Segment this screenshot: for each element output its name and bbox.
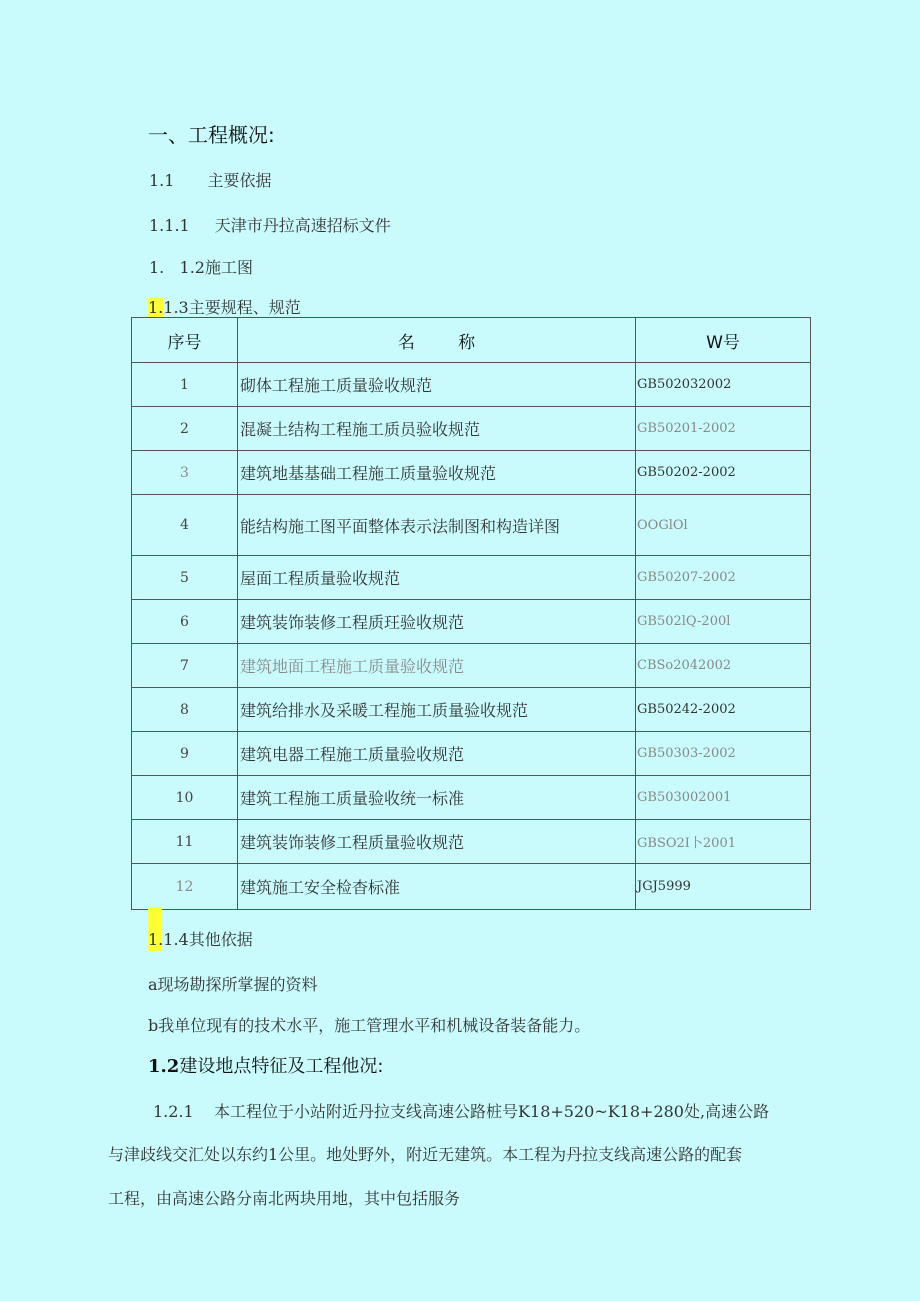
row-code: GB50303-2002 — [636, 732, 811, 776]
heading-1-2-text: 建设地点特征及工程他况: — [179, 1056, 384, 1077]
heading-1-1-2: 1. 1.2施工图 — [149, 258, 253, 277]
table-row — [132, 363, 811, 407]
table-row — [132, 600, 811, 644]
row-number: 4 — [132, 495, 238, 556]
row-number: 9 — [132, 732, 238, 776]
row-name: 建筑给排水及采暖工程施工质量验收规范 — [238, 688, 636, 732]
paragraph-line-1: 1.2.1 本工程位于小站附近丹拉支线高速公路桩号K18+520~K18+280处,高速公路 — [153, 1102, 770, 1121]
column-header-name: 名 称 — [238, 318, 636, 363]
heading-1-1-4-text: 1.4其他依据 — [163, 930, 253, 949]
highlight-mark: 1. — [148, 298, 164, 317]
row-code: GB50202-2002 — [636, 451, 811, 495]
row-name: 屋面工程质量验收规范 — [238, 556, 636, 600]
row-code: GB503002001 — [636, 776, 811, 820]
row-number: 3 — [132, 451, 238, 495]
row-code: GB50201-2002 — [636, 407, 811, 451]
row-number: 8 — [132, 688, 238, 732]
paragraph-line-2: 与津歧线交汇处以东约1公里。地处野外，附近无建筑。本工程为丹拉支线高速公路的配套 — [108, 1145, 743, 1164]
heading-1-1-1-text: 天津市丹拉高速招标文件 — [214, 216, 391, 235]
row-name: 混凝土结构工程施工质员验收规范 — [238, 407, 636, 451]
table-row — [132, 688, 811, 732]
paragraph-line-3: 工程，由高速公路分南北两块用地，其中包括服务 — [108, 1189, 461, 1208]
table-row — [132, 732, 811, 776]
table-row — [132, 407, 811, 451]
basis-item-b: b我单位现有的技术水平，施工管理水平和机械设备装备能力。 — [148, 1016, 591, 1035]
row-name: 砌体工程施工质量验收规范 — [238, 363, 636, 407]
row-name: 建筑装饰装修工程质量验收规范 — [238, 820, 636, 864]
heading-1-1-4 — [148, 927, 253, 950]
table-row — [132, 820, 811, 864]
table-row — [132, 556, 811, 600]
row-name: 建筑装饰装修工程质玨验收规范 — [238, 600, 636, 644]
heading-1-2 — [148, 1052, 383, 1078]
row-name: 建筑地面工程施工质量验收规范 — [238, 644, 636, 688]
row-number: 1 — [132, 363, 238, 407]
row-name: 建筑工程施工质量验收统一标准 — [238, 776, 636, 820]
heading-1-1-3-text: 1.3主要规程、规范 — [163, 298, 301, 317]
row-number: 11 — [132, 820, 238, 864]
row-name: 建筑施工安全检杳标准 — [238, 864, 636, 910]
row-code: JGJ5999 — [636, 864, 811, 910]
row-number: 5 — [132, 556, 238, 600]
heading-1-1-text: 主要依据 — [207, 171, 272, 190]
table-row — [132, 864, 811, 910]
table-header-row — [132, 318, 811, 363]
row-code: GB502lQ-200l — [636, 600, 811, 644]
row-name: 建筑地基基础工程施工质量验收规范 — [238, 451, 636, 495]
row-number: 6 — [132, 600, 238, 644]
heading-1-1-4-mark: 1. — [148, 930, 164, 949]
table-row — [132, 776, 811, 820]
section-title: 一、工程概况: — [148, 123, 275, 147]
row-name: 建筑电器工程施工质量验收规范 — [238, 732, 636, 776]
row-number: 7 — [132, 644, 238, 688]
row-code: GB50242-2002 — [636, 688, 811, 732]
heading-1-1-number: 1.1 — [149, 171, 175, 190]
row-code: GB50207-2002 — [636, 556, 811, 600]
row-number: 10 — [132, 776, 238, 820]
basis-item-a: a现场勘探所掌握的资料 — [148, 975, 318, 994]
row-code: OOGlOl — [636, 495, 811, 556]
table-row — [132, 495, 811, 556]
column-header-code: W号 — [636, 318, 811, 363]
row-code: CBSo2042002 — [636, 644, 811, 688]
heading-1-1-1-number: 1.1.1 — [149, 216, 190, 235]
table-row — [132, 451, 811, 495]
row-number: 2 — [132, 407, 238, 451]
table-row — [132, 644, 811, 688]
column-header-number: 序号 — [132, 318, 238, 363]
heading-1-1-1 — [149, 213, 391, 236]
standards-table — [131, 317, 811, 910]
row-code: GBSO2I卜2001 — [636, 820, 811, 864]
row-number: 12 — [132, 864, 238, 910]
heading-1-1 — [149, 168, 271, 191]
row-name: 能结构施工图平面整体表示法制图和构造详图 — [238, 495, 636, 556]
heading-1-1-3 — [148, 295, 301, 318]
row-code: GB502032002 — [636, 363, 811, 407]
heading-1-2-number: 1.2 — [148, 1056, 180, 1077]
